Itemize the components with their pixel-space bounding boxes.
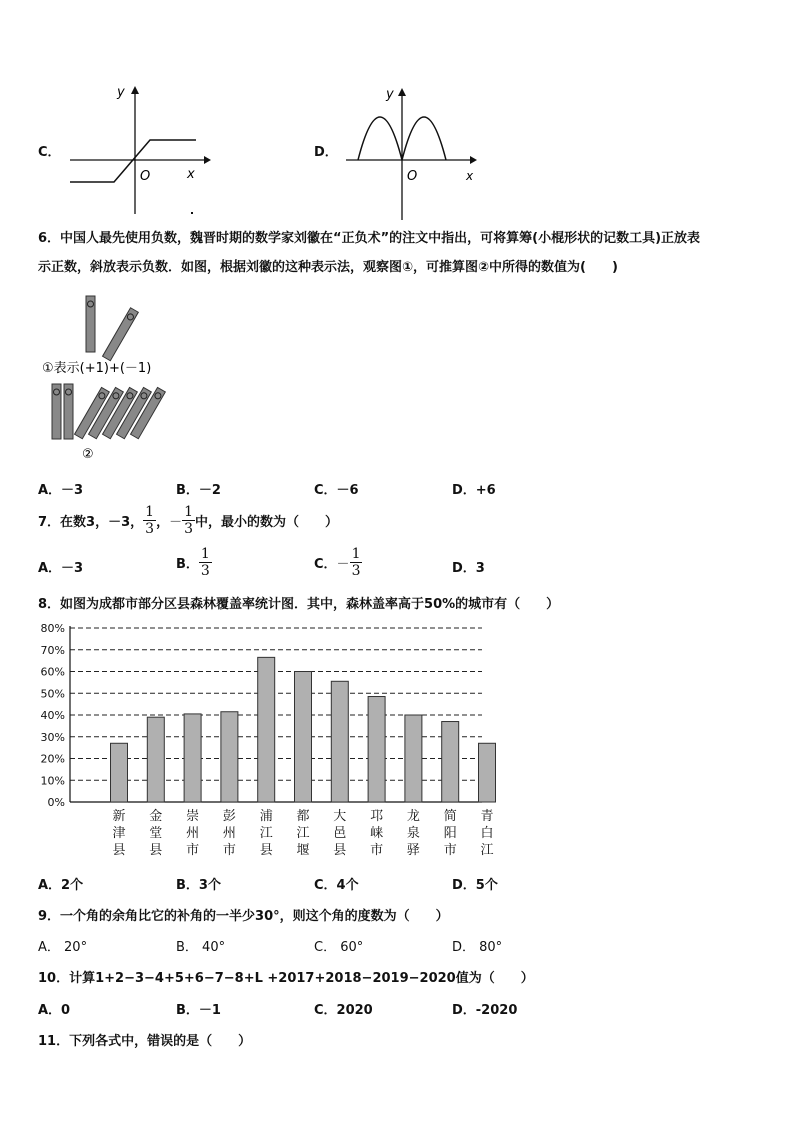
forest-coverage-bar-chart	[30, 620, 500, 865]
x-tick-label: 县	[259, 843, 273, 858]
q9-option-b[interactable]: B． 40°	[176, 940, 226, 955]
x-tick-label: 龙	[406, 809, 420, 824]
question-6-line2: 示正数，斜放表示负数．如图，根据刘徽的这种表示法，观察图①，可推算图②中所得的数值为( )	[38, 260, 618, 275]
bar	[442, 722, 459, 802]
question-7: 7．在数3，－3， $\frac{1}{3}$ ，－ $\frac{1}{3}$ 中，最小的数为（ ）	[38, 504, 339, 537]
y-tick-label: 0%	[47, 796, 65, 809]
x-tick-label: 邑	[333, 826, 347, 841]
fraction-one-third: $\frac{1}{3}$	[145, 504, 155, 537]
question-10: 10．计算1+2−3−4+5+6−7−8+L +2017+2018−2019−2020值为（ ）	[38, 971, 534, 986]
figure-2-caption: ②	[82, 447, 94, 462]
question-11: 11．下列各式中，错误的是（ ）	[38, 1034, 252, 1049]
x-tick-label: 市	[443, 843, 457, 858]
x-tick-label: 崃	[370, 826, 384, 841]
x-tick-label: 江	[296, 826, 310, 841]
q8-option-b[interactable]: B．3个	[176, 878, 221, 893]
graph-c-x-label: x	[187, 167, 195, 182]
rod-slanted	[103, 308, 139, 361]
x-tick-label: 堰	[296, 843, 310, 858]
q10-option-c[interactable]: C．2020	[314, 1003, 373, 1018]
x-tick-label: 津	[112, 826, 126, 841]
q9-option-d[interactable]: D． 80°	[452, 940, 503, 955]
x-tick-label: 市	[222, 843, 236, 858]
graph-d-origin-label: O	[407, 169, 418, 184]
q6-option-c[interactable]: C．－6	[314, 483, 359, 498]
x-tick-label: 堂	[149, 826, 163, 841]
counting-rods-figure	[40, 292, 170, 464]
bar	[368, 697, 385, 802]
y-tick-label: 50%	[40, 687, 65, 701]
x-tick-label: 都	[296, 809, 310, 824]
graph-c-y-label: y	[117, 85, 125, 100]
graph-c-origin-label: O	[140, 169, 151, 184]
y-tick-label: 10%	[40, 774, 65, 788]
q8-option-a[interactable]: A．2个	[38, 878, 84, 893]
x-tick-label: 江	[480, 843, 494, 858]
x-tick-label: 州	[222, 826, 236, 841]
x-tick-label: 简	[443, 809, 457, 824]
x-tick-label: 浦	[259, 809, 273, 824]
x-tick-label: 邛	[370, 809, 384, 824]
x-tick-label: 州	[186, 826, 200, 841]
x-tick-label: 驿	[406, 843, 420, 858]
question-6-line1: 6．中国人最先使用负数，魏晋时期的数学家刘徽在“正负术”的注文中指出，可将算筹(小棍形状的记数工具)正放表	[38, 231, 701, 246]
q7-option-a[interactable]: A．－3	[38, 561, 84, 576]
y-tick-label: 30%	[40, 730, 65, 744]
q7-option-c[interactable]: C．－ $\frac{1}{3}$	[314, 546, 361, 579]
graph-c	[62, 82, 212, 217]
x-tick-label: 市	[186, 843, 200, 858]
y-tick-label: 40%	[40, 709, 65, 722]
x-tick-label: 县	[333, 843, 347, 858]
q9-option-c[interactable]: C． 60°	[314, 940, 364, 955]
x-tick-label: 青	[480, 809, 494, 824]
q10-option-d[interactable]: D．-2020	[452, 1003, 518, 1018]
y-tick-label: 80%	[40, 622, 65, 635]
bar	[184, 714, 201, 802]
bar	[479, 743, 496, 802]
q6-option-d[interactable]: D．+6	[452, 483, 496, 498]
q10-option-b[interactable]: B．－1	[176, 1003, 221, 1018]
x-tick-label: 县	[112, 843, 126, 858]
x-tick-label: 泉	[406, 826, 420, 841]
x-tick-label: 市	[370, 843, 384, 858]
q6-option-b[interactable]: B．－2	[176, 483, 221, 498]
q6-option-a[interactable]: A．－3	[38, 483, 84, 498]
x-tick-label: 江	[259, 826, 273, 841]
q7-option-d[interactable]: D．3	[452, 561, 485, 576]
x-tick-label: 县	[149, 843, 163, 858]
x-tick-label: 新	[112, 809, 126, 824]
y-tick-label: 60%	[40, 665, 65, 679]
bar	[295, 672, 312, 803]
bar	[221, 712, 238, 802]
bar	[147, 717, 164, 802]
bar	[405, 715, 422, 802]
question-9: 9．一个角的余角比它的补角的一半少30°，则这个角的度数为（ ）	[38, 909, 449, 924]
question-8: 8．如图为成都市部分区县森林覆盖率统计图．其中，森林盖率高于50%的城市有（ ）	[38, 597, 560, 612]
graph-c-y-arrow	[131, 86, 139, 94]
option-c-label: C．	[38, 145, 61, 160]
option-d-label: D．	[314, 145, 338, 160]
x-tick-label: 崇	[186, 809, 200, 824]
q9-option-a[interactable]: A． 20°	[38, 940, 88, 955]
y-tick-label: 70%	[40, 643, 65, 657]
bar	[331, 681, 348, 802]
graph-c-curve	[70, 140, 196, 182]
x-tick-label: 金	[149, 809, 163, 824]
x-tick-label: 大	[333, 809, 347, 824]
figure-1-caption: ①表示(+1)+(－1)	[42, 361, 152, 376]
q8-option-c[interactable]: C．4个	[314, 878, 359, 893]
fraction-one-third: $\frac{1}{3}$	[184, 504, 194, 537]
bar	[111, 743, 128, 802]
x-tick-label: 白	[480, 826, 494, 841]
q10-option-a[interactable]: A．0	[38, 1003, 71, 1018]
x-tick-label: 阳	[443, 826, 457, 841]
graph-d	[340, 82, 485, 222]
q7-option-b[interactable]: B． $\frac{1}{3}$	[176, 546, 210, 579]
graph-c-x-arrow	[204, 156, 211, 164]
graph-d-y-label: y	[386, 87, 394, 102]
y-tick-label: 20%	[40, 752, 65, 766]
q8-option-d[interactable]: D．5个	[452, 878, 498, 893]
x-tick-label: 彭	[222, 809, 236, 824]
bar	[258, 657, 275, 802]
graph-d-x-label: x	[466, 169, 474, 183]
